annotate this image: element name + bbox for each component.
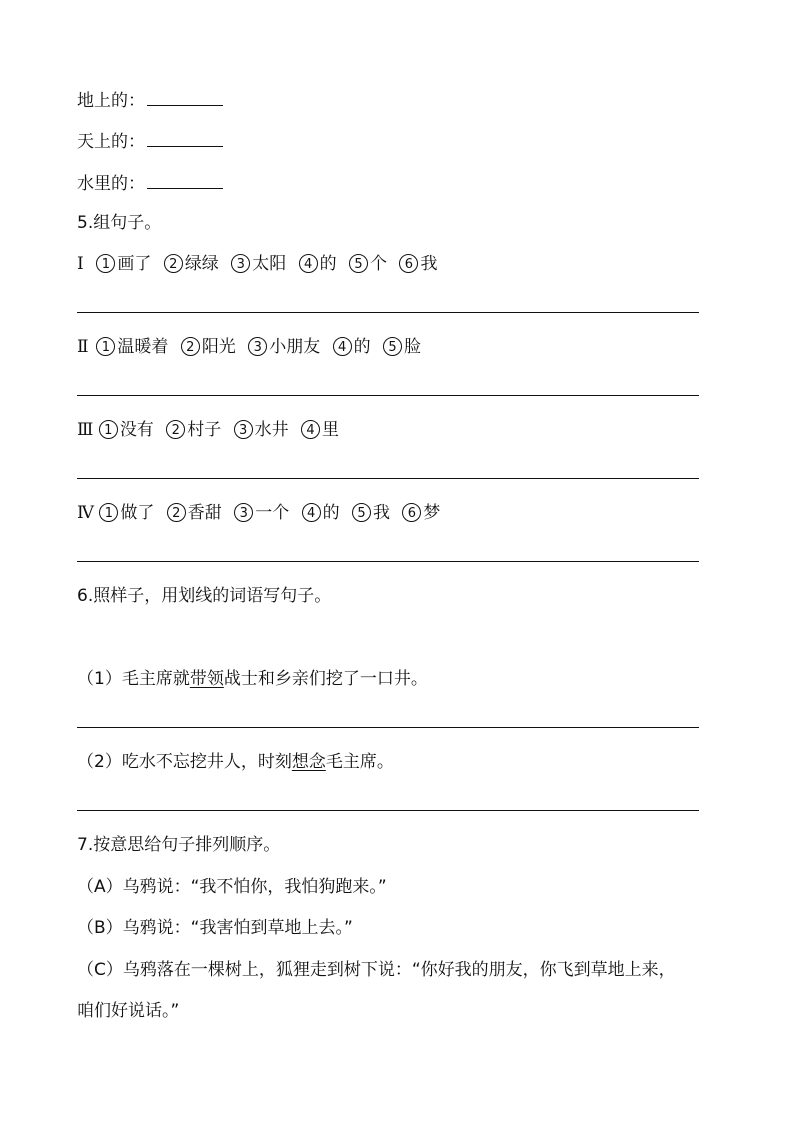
circled-number: 3	[234, 420, 253, 439]
word-option	[301, 419, 339, 441]
circled-number: 4	[333, 337, 352, 356]
word-option	[231, 253, 286, 275]
answer-line[interactable]	[77, 727, 699, 728]
q6-item-1	[77, 668, 428, 690]
roman-numeral: Ⅰ	[77, 254, 84, 274]
word: 一个	[255, 503, 290, 523]
circled-number: 2	[167, 503, 186, 522]
q5-title: 5.组句子。	[77, 213, 162, 233]
circled-number: 5	[349, 254, 368, 273]
word: 画了	[117, 254, 152, 274]
word: 个	[370, 254, 388, 274]
word: 里	[322, 420, 340, 440]
word-option	[96, 336, 168, 358]
word-option	[299, 253, 337, 275]
word-option	[402, 502, 440, 524]
roman-numeral: Ⅳ	[77, 503, 94, 523]
word-option	[349, 253, 387, 275]
word: 温暖着	[117, 337, 169, 357]
word: 香甜	[187, 503, 222, 523]
word-option	[167, 502, 222, 524]
answer-line[interactable]	[77, 395, 699, 396]
word: 做了	[120, 503, 155, 523]
fill-label: 地上的：	[77, 91, 145, 111]
word-option	[166, 419, 221, 441]
circled-number: 3	[231, 254, 250, 273]
sentence-text: 战士和乡亲们挖了一口井。	[223, 669, 428, 689]
q7-sentence-b: （B）乌鸦说：“我害怕到草地上去。”	[77, 918, 353, 938]
word-option	[99, 502, 154, 524]
word-option	[333, 336, 371, 358]
roman-numeral: Ⅲ	[77, 420, 94, 440]
word-option	[352, 502, 390, 524]
answer-blank[interactable]	[147, 171, 223, 189]
word: 的	[319, 254, 337, 274]
sentence-text: 吃水不忘挖井人，时刻	[121, 752, 292, 772]
circled-number: 3	[248, 337, 267, 356]
q6-item-2	[77, 751, 394, 773]
q6-title: 6.照样子，用划线的词语写句子。	[77, 586, 332, 606]
answer-line[interactable]	[77, 561, 699, 562]
q7-sentence-c-cont: 咱们好说话。”	[77, 1001, 180, 1021]
item-number: （1）	[77, 669, 122, 689]
word: 阳光	[201, 337, 236, 357]
circled-number: 5	[352, 503, 371, 522]
sentence-text: 毛主席就	[121, 669, 190, 689]
circled-number: 2	[181, 337, 200, 356]
word-option	[248, 336, 320, 358]
word: 绿绿	[184, 254, 219, 274]
q7-sentence-a: （A）乌鸦说：“我不怕你，我怕狗跑来。”	[77, 877, 387, 897]
word: 小朋友	[269, 337, 321, 357]
q5-group-3	[77, 419, 346, 441]
answer-line[interactable]	[77, 312, 699, 313]
word-option	[181, 336, 236, 358]
word: 的	[322, 503, 340, 523]
q7-sentence-c: （C）乌鸦落在一棵树上，狐狸走到树下说：“你好我的朋友，你飞到草地上来，	[77, 960, 676, 980]
word-option	[302, 502, 340, 524]
word-option	[399, 253, 437, 275]
word: 水井	[254, 420, 289, 440]
circled-number: 4	[302, 503, 321, 522]
word-option	[383, 336, 421, 358]
circled-number: 3	[234, 503, 253, 522]
circled-number: 5	[383, 337, 402, 356]
fill-label: 天上的：	[77, 132, 145, 152]
word: 我	[373, 503, 391, 523]
word: 脸	[404, 337, 422, 357]
underlined-word: 带领	[189, 669, 224, 689]
word-option	[96, 253, 151, 275]
circled-number: 4	[299, 254, 318, 273]
fill-label: 水里的：	[77, 174, 145, 194]
word: 没有	[119, 420, 154, 440]
word-option	[234, 419, 289, 441]
circled-number: 1	[99, 420, 118, 439]
item-number: （2）	[77, 752, 122, 772]
fill-line-ground	[77, 88, 223, 112]
word: 梦	[423, 503, 441, 523]
underlined-word: 想念	[291, 752, 326, 772]
word-option	[164, 253, 219, 275]
circled-number: 6	[399, 254, 418, 273]
word: 我	[420, 254, 438, 274]
word-option	[234, 502, 289, 524]
word: 的	[353, 337, 371, 357]
circled-number: 2	[166, 420, 185, 439]
answer-blank[interactable]	[147, 88, 223, 106]
sentence-text: 毛主席。	[325, 752, 394, 772]
word: 村子	[187, 420, 222, 440]
circled-number: 1	[99, 503, 118, 522]
circled-number: 2	[164, 254, 183, 273]
circled-number: 1	[96, 337, 115, 356]
q7-title: 7.按意思给句子排列顺序。	[77, 835, 281, 855]
circled-number: 6	[402, 503, 421, 522]
q5-group-1	[77, 253, 444, 275]
q5-group-2	[77, 336, 428, 358]
answer-line[interactable]	[77, 810, 699, 811]
word-option	[99, 419, 154, 441]
answer-blank[interactable]	[147, 129, 223, 147]
fill-line-water	[77, 171, 223, 195]
fill-line-sky	[77, 129, 223, 153]
word: 太阳	[252, 254, 287, 274]
q5-group-4	[77, 502, 447, 524]
roman-numeral: Ⅱ	[77, 337, 89, 357]
circled-number: 1	[96, 254, 115, 273]
answer-line[interactable]	[77, 478, 699, 479]
circled-number: 4	[301, 420, 320, 439]
